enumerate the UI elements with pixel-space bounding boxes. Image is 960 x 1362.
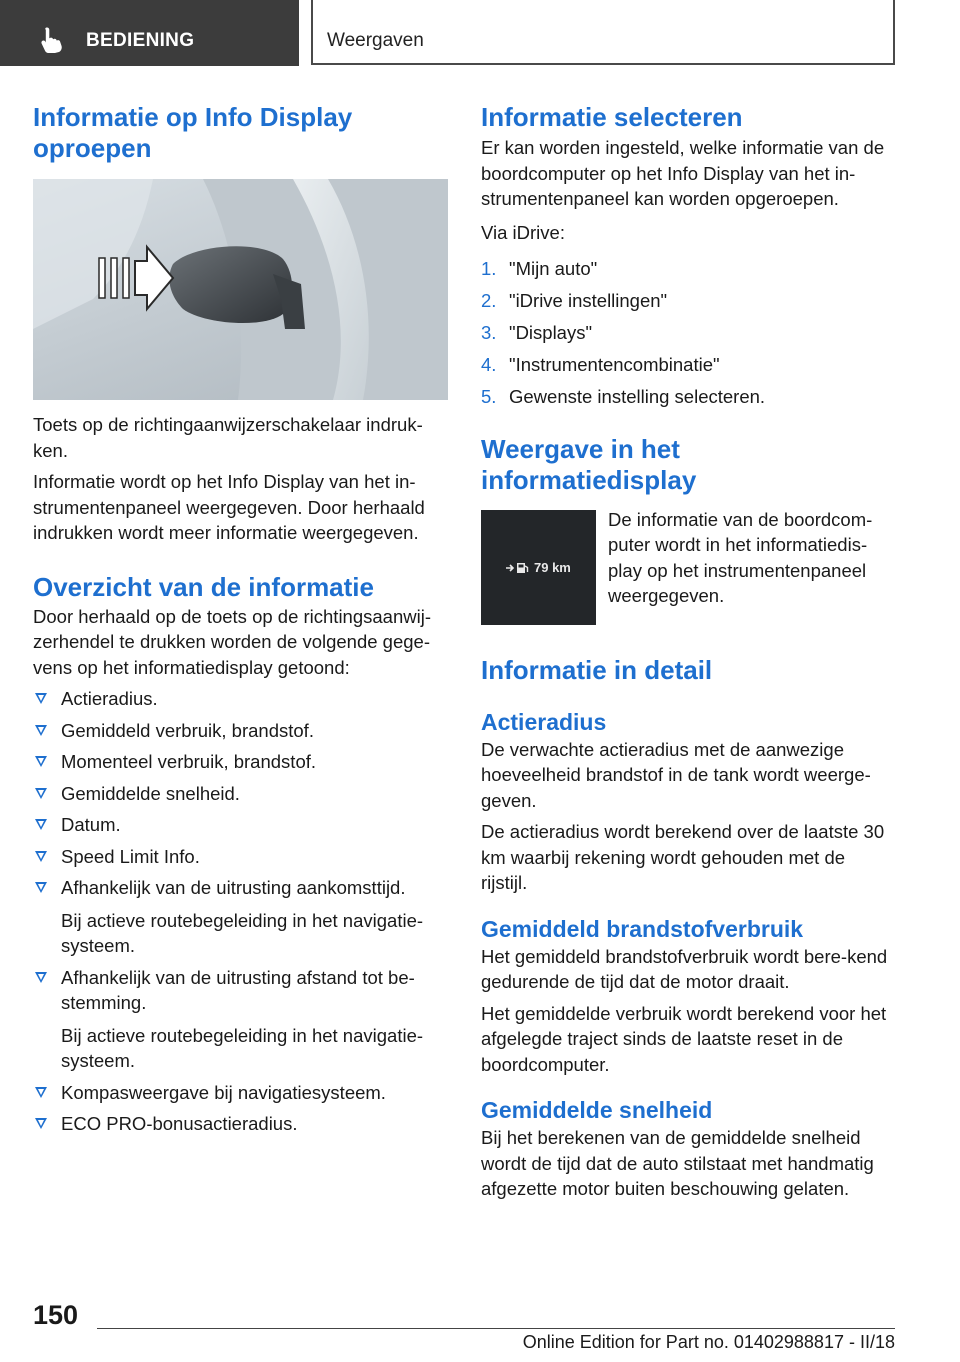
range-value: 79 km (534, 559, 571, 575)
triangle-bullet-icon (35, 819, 47, 830)
list-sub-note: Bij actieve routebegeleiding in het navigatie-systeem. (61, 909, 424, 956)
triangle-bullet-icon (35, 1118, 47, 1129)
triangle-bullet-icon (35, 851, 47, 862)
display-figure-row (481, 510, 896, 625)
paragraph: De verwachte actieradius met de aanwezige hoeveelheid brandstof in de tank wordt weerge-geven. (481, 738, 871, 811)
heading-overview: Overzicht van de informatie (33, 571, 374, 602)
heading-display-view: Weergave in het informatiedisplay (481, 433, 697, 495)
right-column (481, 102, 896, 1202)
list-item: Actieradius. (33, 686, 448, 712)
list-item: Speed Limit Info. (33, 844, 448, 870)
triangle-bullet-icon (35, 882, 47, 893)
list-item: ECO PRO-bonusactieradius. (33, 1111, 448, 1137)
list-item: Kompasweergave bij navigatiesysteem. (33, 1080, 448, 1106)
left-column (33, 102, 448, 1143)
edition-note: Online Edition for Part no. 01402988817 - II/18 (522, 1332, 895, 1352)
footer-divider (97, 1328, 895, 1329)
section-tab (0, 0, 299, 66)
paragraph: De informatie van de boordcom-puter wordt in het informatiedis-play op het instrumentenpaneel weergegeven. (608, 508, 873, 606)
triangle-bullet-icon (35, 756, 47, 767)
heading-select-info: Informatie selecteren (481, 102, 743, 132)
list-item: 1. "Mijn auto" (481, 258, 598, 279)
paragraph: Informatie wordt op het Info Display van het in-strumentenpaneel weergegeven. Door herhaald indrukken wordt meer informatie weergegeven. (33, 471, 425, 543)
list-item: 5. Gewenste instelling selecteren. (481, 386, 766, 407)
list-item: 4. "Instrumentencombinatie" (481, 354, 720, 375)
paragraph: Er kan worden ingesteld, welke informatie van de boordcomputer op het Info Display van het in-strumentenpaneel kan worden opgeroepen. (481, 137, 885, 209)
range-icon (505, 562, 529, 574)
paragraph: Het gemiddelde verbruik wordt berekend voor het afgelegde traject sinds de laatste reset in de boordcomputer. (481, 1002, 887, 1075)
section-label: BEDIENING (86, 30, 195, 51)
list-item: Datum. (33, 812, 448, 838)
info-bullet-list (33, 686, 448, 1137)
list-sub-note: Bij actieve routebegeleiding in het navigatie-systeem. (61, 1024, 424, 1071)
paragraph: Via iDrive: (481, 221, 565, 243)
triangle-bullet-icon (35, 1087, 47, 1098)
subheading-range: Actieradius (481, 708, 607, 735)
list-item: 3. "Displays" (481, 322, 593, 343)
paragraph: Bij het berekenen van de gemiddelde snelheid wordt de tijd dat de auto stilstaat met handmatig afgezette motor buiten beschouwing gelaten. (481, 1127, 874, 1199)
paragraph: De actieradius wordt berekend over de laatste 30 km waarbij rekening wordt gehouden met de rijstijl. (481, 821, 885, 893)
chapter-label: Weergaven (327, 30, 424, 51)
idrive-steps-list (481, 256, 896, 410)
list-item: Afhankelijk van de uitrusting afstand tot be-stemming. Bij actieve routebegeleiding in het navigatie-systeem. (33, 965, 448, 1074)
list-item: Gemiddelde snelheid. (33, 781, 448, 807)
page-number: 150 (33, 1300, 79, 1330)
triangle-bullet-icon (35, 725, 47, 736)
list-item: Gemiddeld verbruik, brandstof. (33, 718, 448, 744)
paragraph: Het gemiddeld brandstofverbruik wordt bere-kend gedurende de tijd dat de motor draait. (481, 945, 888, 992)
list-item: Afhankelijk van de uitrusting aankomsttijd. Bij actieve routebegeleiding in het navigatie-systeem. (33, 875, 448, 959)
stalk-photo (33, 179, 448, 400)
stalk-illustration (33, 179, 448, 400)
triangle-bullet-icon (35, 972, 47, 983)
triangle-bullet-icon (35, 693, 47, 704)
paragraph: Toets op de richtingaanwijzerschakelaar indruk-ken. (33, 414, 423, 461)
triangle-bullet-icon (35, 788, 47, 799)
pointing-hand-icon (40, 26, 66, 54)
chapter-box (311, 0, 895, 65)
info-display-image (481, 510, 596, 625)
heading-info-display: Informatie op Info Display oproepen (33, 102, 353, 163)
list-item: 2. "iDrive instellingen" (481, 290, 668, 311)
list-item: Momenteel verbruik, brandstof. (33, 749, 448, 775)
subheading-avg-speed: Gemiddelde snelheid (481, 1097, 713, 1123)
paragraph: Door herhaald op de toets op de richtingsaanwij-zerhendel te drukken worden de volgende gege-vens op het informatiedisplay getoond: (33, 605, 431, 678)
heading-detail: Informatie in detail (481, 654, 713, 685)
page-header (0, 0, 960, 66)
subheading-fuel-consumption: Gemiddeld brandstofverbruik (481, 915, 804, 942)
